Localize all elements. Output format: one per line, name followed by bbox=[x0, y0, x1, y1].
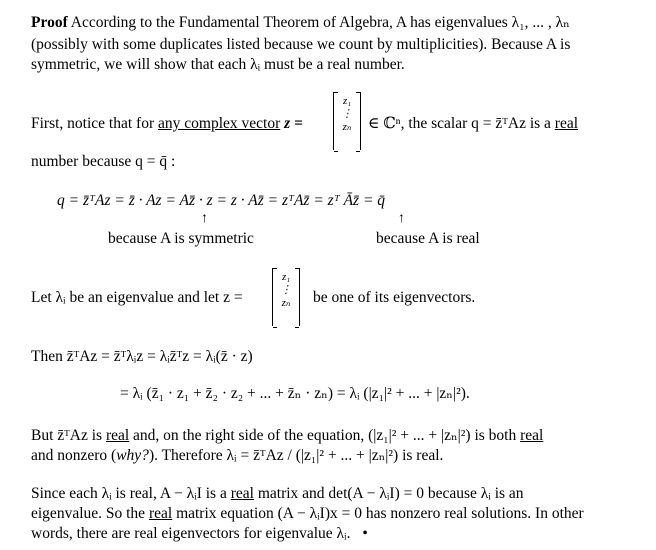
note-real: because A is real bbox=[376, 230, 480, 247]
para3-line1: Let λᵢ be an eigenvalue and let z = bbox=[31, 289, 243, 306]
para3-tail: be one of its eigenvectors. bbox=[313, 289, 476, 306]
real-word: real bbox=[148, 505, 173, 522]
vector-entry: z₁ bbox=[281, 271, 291, 283]
column-vector-z bbox=[272, 268, 300, 326]
real-word: real bbox=[230, 485, 254, 502]
then-line: Then z̄ᵀAz = z̄ᵀλᵢz = λᵢz̄ᵀz = λᵢ(z̄ · z) bbox=[31, 348, 253, 365]
proof-label: Proof bbox=[31, 14, 68, 31]
para5-line2 bbox=[31, 446, 443, 465]
para1-line2: (possibly with some duplicates listed because we count by multiplicities). Because A is bbox=[31, 36, 571, 53]
column-vector-z bbox=[333, 92, 361, 150]
qed-mark: • bbox=[362, 525, 368, 542]
vector-entry: zₙ bbox=[281, 297, 291, 309]
complex-vector-text: any complex vector bbox=[158, 115, 281, 132]
real-word: real bbox=[520, 427, 544, 444]
in-cn-text: ∈ ℂⁿ, the scalar q = z̄ᵀAz is a bbox=[368, 115, 551, 132]
para5-line1-a: But z̄ᵀAz is bbox=[31, 427, 103, 444]
vector-entry: ⋮ bbox=[341, 108, 353, 120]
real-word: real bbox=[105, 427, 130, 444]
para6-line3-text: words, there are real eigenvectors for eigenvalue λᵢ. bbox=[31, 525, 351, 542]
para6-line3 bbox=[31, 524, 368, 543]
para6-line2-b: matrix equation (A − λᵢI)x = 0 has nonzero real solutions. In other bbox=[176, 505, 584, 522]
vector-entry: zₙ bbox=[342, 121, 352, 133]
equation-chain: q = z̄ᵀAz = z̄ · Az = Az̄ · z = z · Az̄ = zᵀAz̄ = zᵀ Āz̄ = q̄ bbox=[57, 192, 386, 209]
up-arrow-icon: ↑ bbox=[201, 211, 208, 226]
para5-line2-b: ). Therefore λᵢ = z̄ᵀAz / (|z₁|² + ... + |zₙ|²) is real. bbox=[148, 447, 444, 464]
para1-line3: symmetric, we will show that each λᵢ must be a real number. bbox=[31, 56, 405, 73]
para5-line1 bbox=[31, 426, 543, 445]
para6-line1-b: matrix and det(A − λᵢI) = 0 because λᵢ is an bbox=[257, 485, 524, 502]
why-text: why? bbox=[116, 447, 149, 464]
first-text: First, notice that for bbox=[31, 115, 155, 132]
para5-line2-a: and nonzero ( bbox=[31, 447, 117, 464]
para1-line1-text: According to the Fundamental Theorem of Algebra, A has eigenvalues λ₁, ... , λₙ bbox=[70, 14, 570, 31]
vector-entry: ⋮ bbox=[280, 284, 292, 296]
para6-line1 bbox=[31, 484, 524, 503]
note-symmetric: because A is symmetric bbox=[108, 230, 254, 247]
para6-line2 bbox=[31, 504, 584, 523]
para2-line1 bbox=[31, 114, 303, 133]
vector-entry: z₁ bbox=[342, 95, 352, 107]
para6-line2-a: eigenvalue. So the bbox=[31, 505, 146, 522]
sum-line: = λᵢ (z̄₁ · z₁ + z̄₂ · z₂ + ... + z̄ₙ · zₙ) = λᵢ (|z₁|² + ... + |zₙ|²). bbox=[120, 385, 470, 402]
up-arrow-icon: ↑ bbox=[398, 211, 405, 226]
para5-line1-b: and, on the right side of the equation, (|z₁|² + ... + |zₙ|²) is both bbox=[133, 427, 517, 444]
para1-line1 bbox=[31, 13, 570, 32]
real-word: real bbox=[554, 115, 579, 132]
para6-line1-a: Since each λᵢ is real, A − λᵢI is a bbox=[31, 485, 227, 502]
z-equals: z = bbox=[284, 115, 303, 132]
para2-line1-tail bbox=[368, 114, 578, 133]
para2-line2: number because q = q̄ : bbox=[31, 153, 176, 170]
